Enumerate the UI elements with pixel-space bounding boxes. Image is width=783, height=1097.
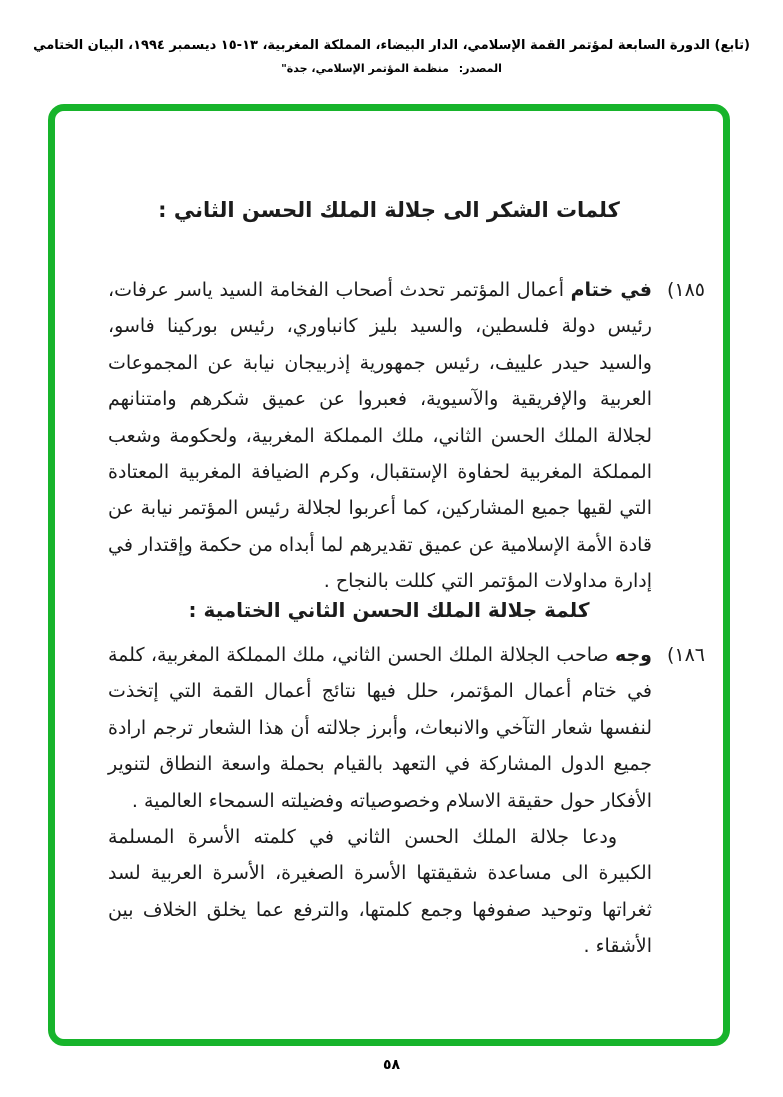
paragraph-186-body xyxy=(108,637,652,819)
paragraph-186-text: صاحب الجلالة الملك الحسن الثاني، ملك المملكة المغربية، كلمة في ختام أعمال المؤتمر، حلل فيها نتائج أعمال القمة التي إتخذت لنفسها شعار التآخي والانبعاث، وأبرز جلالته أن هذا الشعار ترجم ارادة جميع الدول المشاركة في التعهد بالقيام بحملة واسعة النطاق لتنوير الأفكار حول حقيقة الاسلام وخصوصياته وفضيلته السمحاء العالمية . xyxy=(108,644,652,812)
paragraph-186 xyxy=(108,637,705,965)
section-heading-thanks: كلمات الشكر الى جلالة الملك الحسن الثاني : xyxy=(158,198,620,222)
paragraph-185-number: ١٨٥) xyxy=(666,279,705,301)
paragraph-185-body xyxy=(108,272,652,600)
paragraph-185-text: أعمال المؤتمر تحدث أصحاب الفخامة السيد ياسر عرفات، رئيس دولة فلسطين، والسيد بليز كانباوري، رئيس بوركينا فاسو، والسيد حيدر علييف، رئيس جمهورية إذربيجان نيابة عن المجموعات العربية والإفريقية والآسيوية، فعبروا عن عميق شكرهم وامتنانهم لجلالة الملك الحسن الثاني، ملك المملكة المغربية، ولحكومة وشعب المملكة المغربية لحفاوة الإستقبال، وكرم الضيافة المغربية المعتادة التي لقيها جميع المشاركين، كما أعربوا لجلالة رئيس المؤتمر نيابة عن قادة الأمة الإسلامية عن عميق تقديرهم لما أبداه من حكمة وإقتدار في إدارة مداولات المؤتمر التي كللت بالنجاح . xyxy=(108,279,652,593)
paragraph-185 xyxy=(108,272,705,600)
header-title: (تابع) الدورة السابعة لمؤتمر القمة الإسلامي، الدار البيضاء، المملكة المغربية، ١٣-١٥ ديسمبر ١٩٩٤، البيان الختامي xyxy=(33,38,750,53)
paragraph-186-number: ١٨٦) xyxy=(666,644,705,666)
header-source-line xyxy=(0,61,783,77)
source-value: منظمة المؤتمر الإسلامي، جدة" xyxy=(281,62,449,75)
paragraph-186-continuation: ودعا جلالة الملك الحسن الثاني في كلمته الأسرة المسلمة الكبيرة الى مساعدة شقيقتها الأسرة الصغيرة، الأسرة العربية لسد ثغراتها وتوحيد صفوفها وجمع كلمتها، والترفع عما يخلق الخلاف بين الأشقاء . xyxy=(108,826,652,958)
paragraph-186-lead: وجه xyxy=(614,644,652,666)
source-label: المصدر: xyxy=(458,62,502,75)
page-number: ٥٨ xyxy=(382,1057,401,1073)
page-border-box xyxy=(48,104,730,1046)
section-heading-closing-speech: كلمة جلالة الملك الحسن الثاني الختامية : xyxy=(188,598,590,622)
paragraph-185-lead: في ختام xyxy=(570,279,652,301)
document-header xyxy=(0,36,783,77)
